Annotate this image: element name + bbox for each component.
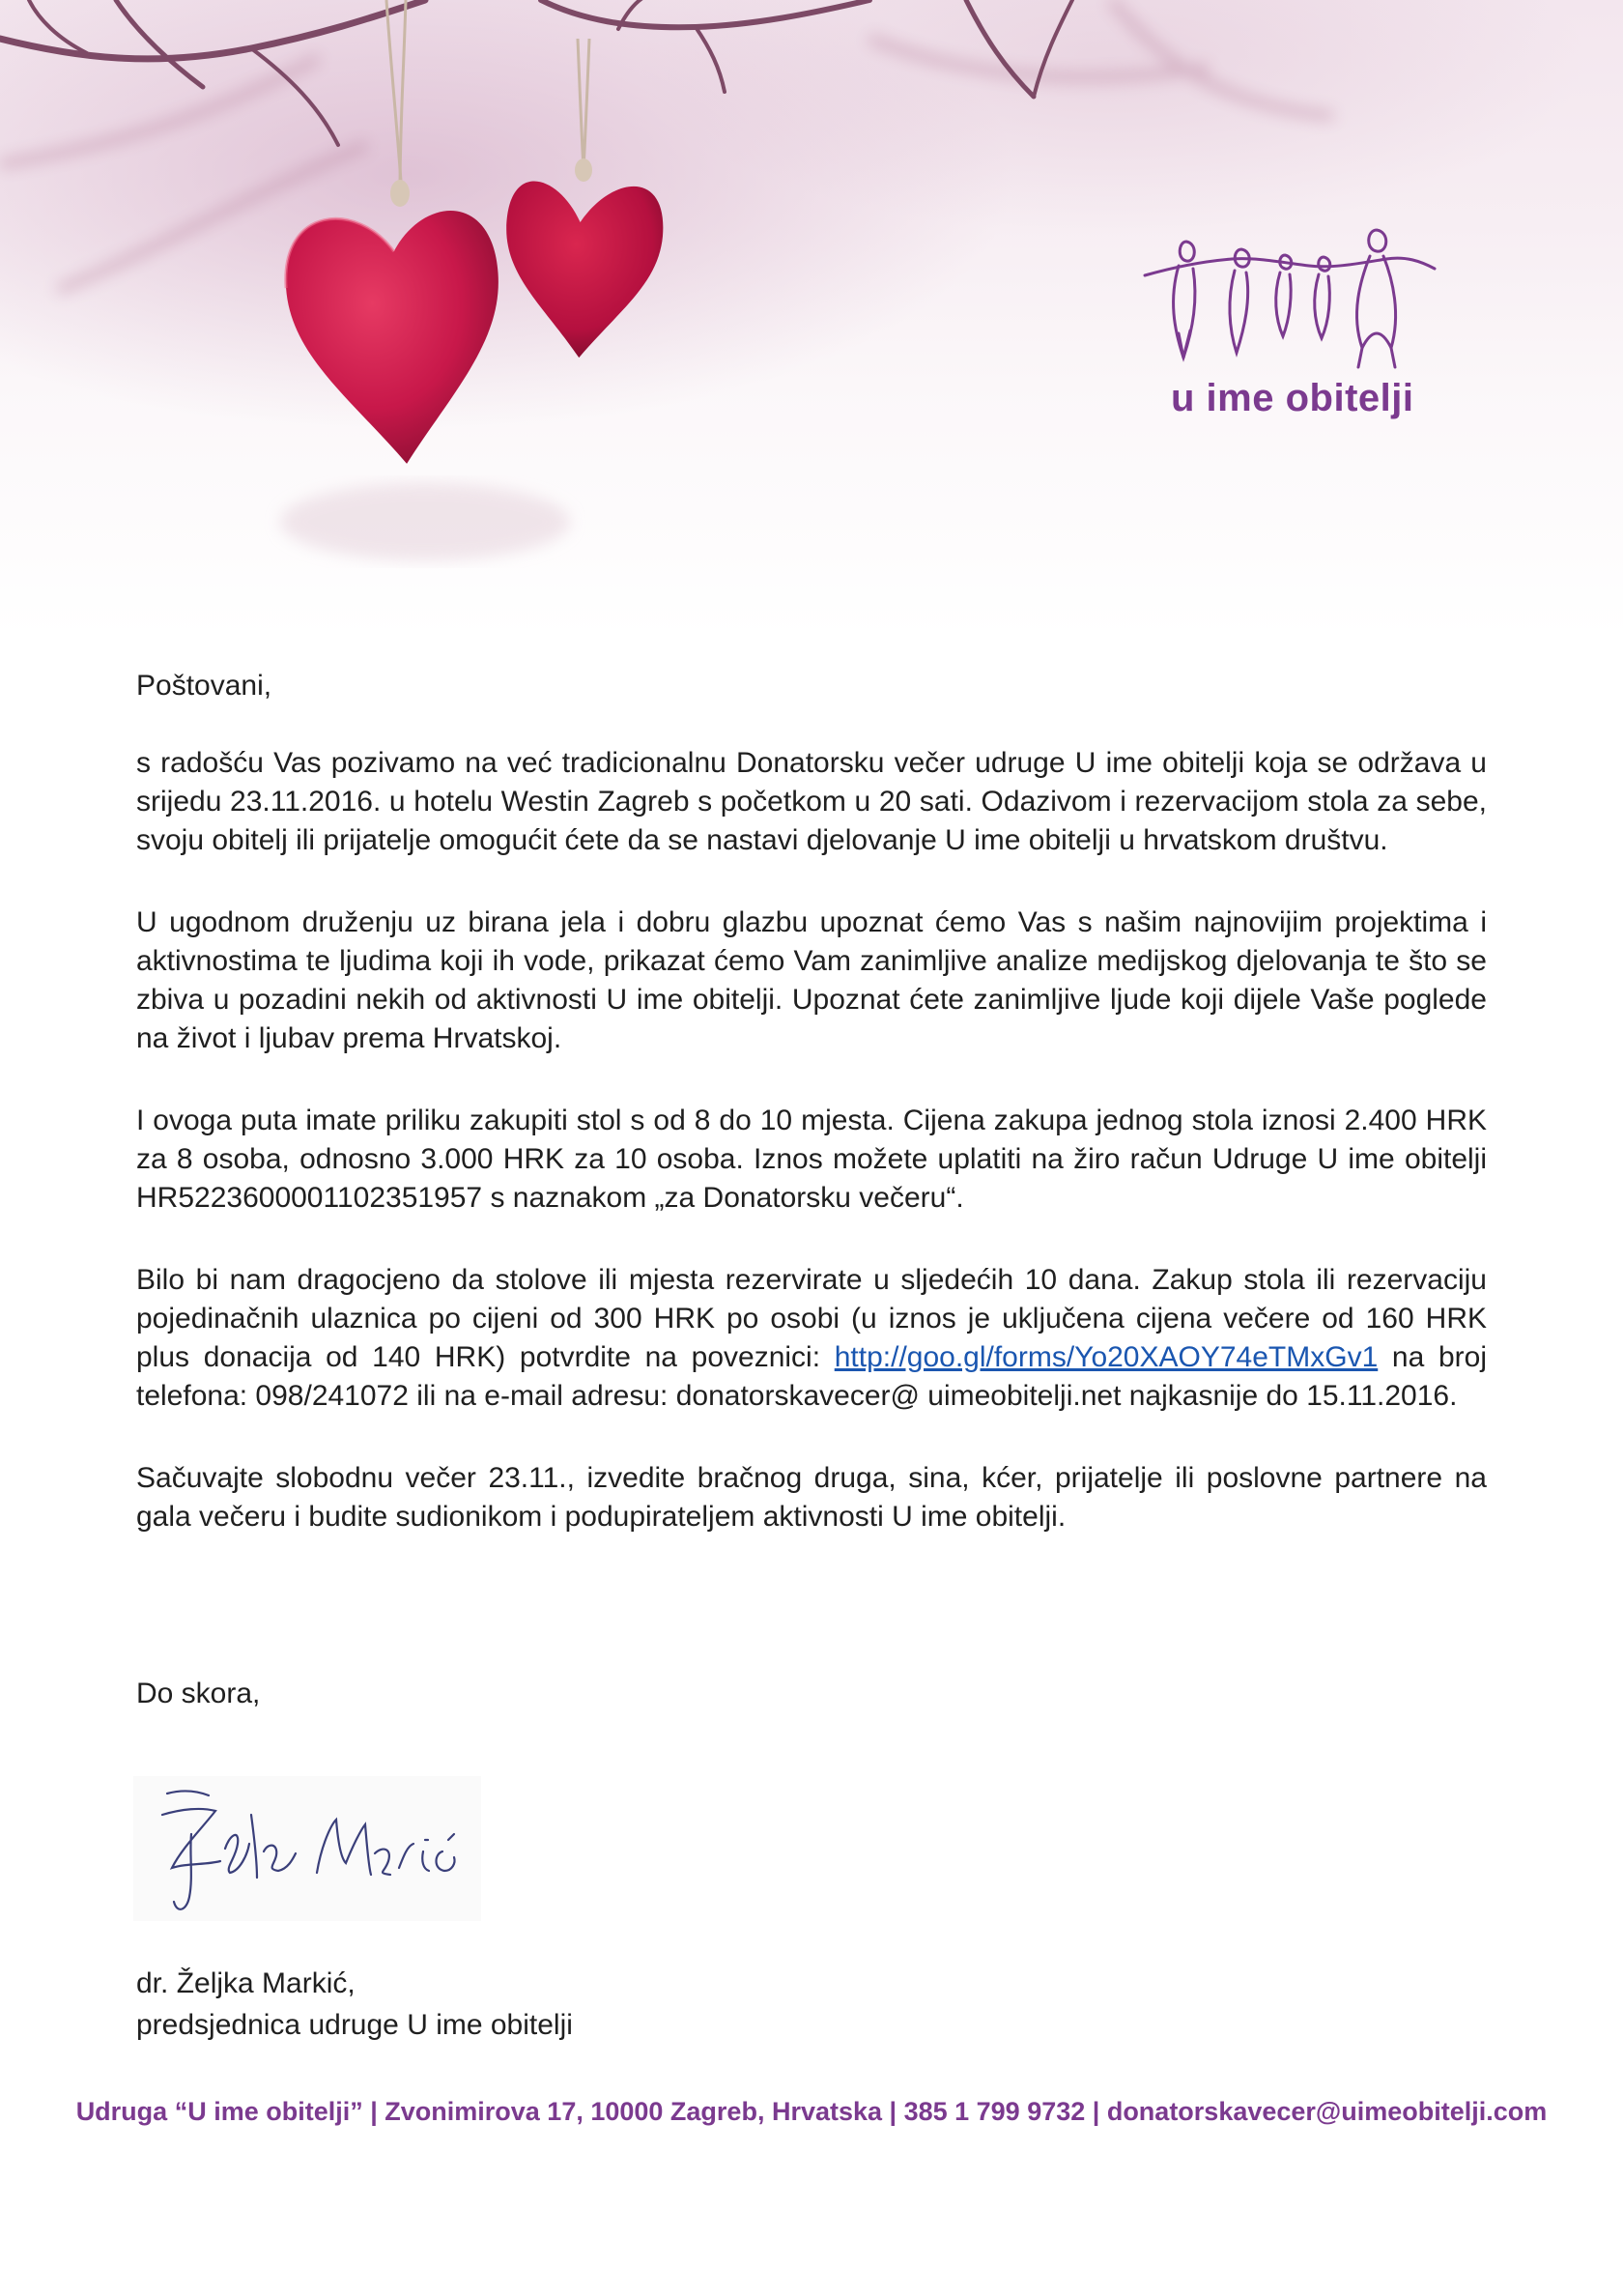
signature xyxy=(133,1776,481,1921)
paragraph-program: U ugodnom druženju uz birana jela i dobru glazbu upoznat ćemo Vas s našim najnovijim projektima i aktivnostima te ljudima koji ih vode, prikazat ćemo Vam zanimljive analize medijskog djelovanja te što se zbiva u pozadini nekih od aktivnosti U ime obitelji. Upoznat ćete zanimljive ljude koji dijele Vaše poglede na život i ljubav prema Hrvatskoj. xyxy=(136,906,1487,1054)
reservation-form-link[interactable]: http://goo.gl/forms/Yo20XAOY74eTMxGv1 xyxy=(834,1341,1379,1373)
paragraph-table-rental: I ovoga puta imate priliku zakupiti stol s od 8 do 10 mjesta. Cijena zakupa jednog stola iznosi 2.400 HRK za 8 osoba, odnosno 3.000 HRK za 10 osoba. Iznos možete uplatiti na žiro račun Udruge U ime obitelji HR5223600001102351957 s naznakom „za Donatorsku večeru“. xyxy=(136,1105,1487,1214)
reservation-text-before: Bilo bi nam dragocjeno da stolove ili mjesta rezervirate u sljedećih 10 dana. Zakup stola ili rezervaciju pojedinačnih ulaznica po cijeni od 300 HRK po osobi (u iznos je uključena cijena večere od 160 HRK plus donacija od 140 HRK) potvrdite na poveznici: xyxy=(136,1264,1487,1373)
logo-text: u ime obitelji xyxy=(1171,377,1414,419)
signer-title: predsjednica udruge U ime obitelji xyxy=(136,2009,573,2041)
logo xyxy=(1140,222,1439,425)
reservation-text-after: na broj telefona: 098/241072 ili na e-mail adresu: donatorskavecer@ uimeobitelji.net najkasnije do 15.11.2016. xyxy=(136,1341,1487,1412)
handwritten-signature-image xyxy=(133,1776,481,1921)
family-figures-logo-icon xyxy=(1140,222,1439,377)
footer-contact: Udruga “U ime obitelji” | Zvonimirova 17, 10000 Zagreb, Hrvatska | 385 1 799 9732 | donatorskavecer@uimeobitelji.com xyxy=(75,2097,1548,2126)
signer-name: dr. Željka Markić, xyxy=(136,1967,356,1999)
signer-block xyxy=(136,1963,573,2046)
paragraph-reservation xyxy=(136,1261,1487,1416)
greeting: Poštovani, xyxy=(136,670,272,702)
paragraph-invitation: s radošću Vas pozivamo na već tradicionalnu Donatorsku večer udruge U ime obitelji koja se održava u srijedu 23.11.2016. u hotelu Westin Zagreb s početkom u 20 sati. Odazivom i rezervacijom stola za sebe, svoju obitelj ili prijatelje omogućit ćete da se nastavi djelovanje U ime obitelji u hrvatskom društvu. xyxy=(136,747,1487,856)
header-photo xyxy=(0,0,1623,638)
closing: Do skora, xyxy=(136,1678,261,1709)
paragraph-save-the-date: Sačuvajte slobodnu večer 23.11., izvedite bračnog druga, sina, kćer, prijatelje ili poslovne partnere na gala večeru i budite sudionikom i podupirateljem aktivnosti U ime obitelji. xyxy=(136,1462,1487,1533)
letter-body xyxy=(136,667,1487,1580)
